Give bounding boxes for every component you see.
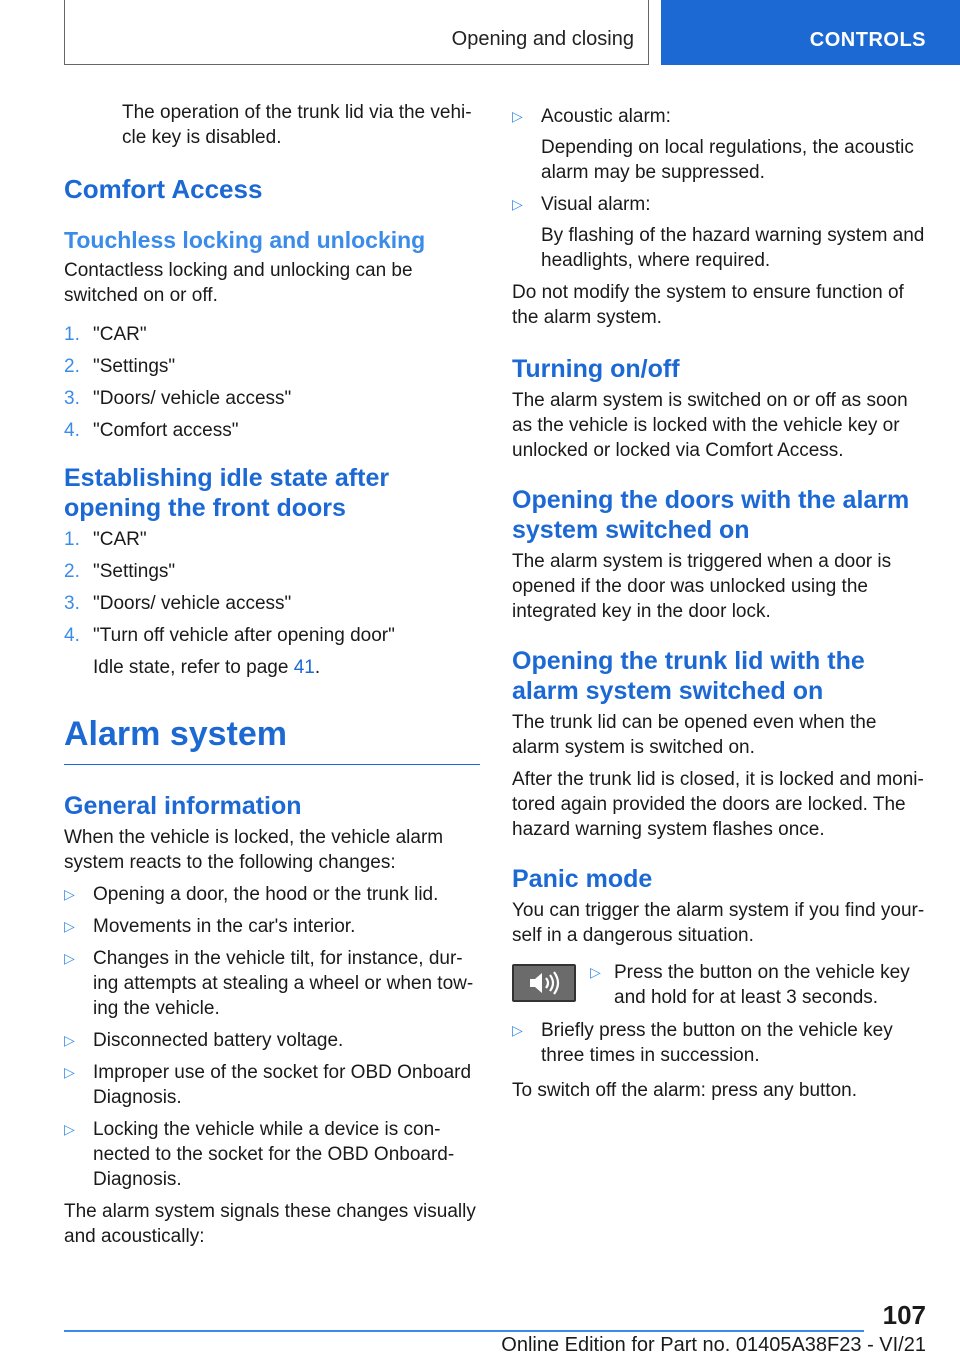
idle-state-reference: Idle state, refer to page 41. [93, 657, 321, 678]
list-item: 4. "Turn off vehicle after opening door" [64, 625, 395, 646]
header-section-box [64, 0, 649, 65]
list-item: ▷ Visual alarm: By flashing of the hazard warning system and headlights, where required. [512, 194, 925, 271]
turning-on-off-text: The alarm system is switched on or off as soon as the vehicle is locked with the vehicle key or unlocked or locked via Comfort Access. [512, 390, 908, 461]
left-column [64, 100, 480, 1249]
general-information-heading: General information [64, 792, 302, 820]
list-item: 3. "Doors/ vehicle access" [64, 388, 292, 409]
panic-brief-list [512, 1018, 928, 1068]
panic-press-row: ▷ Press the button on the vehicle key and hold for at least 3 seconds. [512, 960, 928, 1010]
page-number: 107 [882, 1300, 926, 1330]
idle-steps [64, 527, 480, 648]
header-chapter-tab[interactable] [661, 0, 960, 65]
list-item: ▷ Opening a door, the hood or the trunk lid. [64, 884, 439, 905]
triangle-bullet-icon: ▷ [64, 886, 75, 902]
touchless-steps [64, 322, 480, 443]
turning-on-off-heading: Turning on/off [512, 355, 680, 383]
triangle-bullet-icon: ▷ [64, 1121, 75, 1137]
do-not-modify-text: Do not modify the system to ensure function of the alarm system. [512, 282, 904, 328]
list-item: ▷ Improper use of the socket for OBD Onboard Diagnosis. [64, 1062, 472, 1108]
alarm-types-list [512, 104, 928, 273]
opening-trunk-text-2: After the trunk lid is closed, it is locked and moni-tored again provided the doors are locked. The hazard warning system flashes once. [512, 769, 924, 840]
list-item: 4. "Comfort access" [64, 420, 239, 441]
signals-text: The alarm system signals these changes visually and acoustically: [64, 1201, 476, 1247]
triangle-bullet-icon: ▷ [64, 950, 75, 966]
list-item: ▷ Acoustic alarm: Depending on local regulations, the acoustic alarm may be suppressed. [512, 106, 914, 183]
triangle-bullet-icon: ▷ [64, 1064, 75, 1080]
page-reference-link[interactable]: 41 [293, 657, 315, 678]
triangle-bullet-icon: ▷ [512, 196, 523, 212]
list-item: ▷ Briefly press the button on the vehicle key three times in succession. [512, 1020, 893, 1066]
triangle-bullet-icon: ▷ [512, 108, 523, 124]
list-item: ▷ Disconnected battery voltage. [64, 1030, 344, 1051]
triangle-bullet-icon: ▷ [512, 1022, 523, 1038]
list-item: ▷ Locking the vehicle while a device is con-nected to the socket for the OBD Onboard-Diagnosis. [64, 1119, 455, 1190]
list-item: 1. "CAR" [64, 324, 147, 345]
triangle-bullet-icon: ▷ [64, 1032, 75, 1048]
list-item: ▷ Changes in the vehicle tilt, for instance, dur-ing attempts at stealing a wheel or when tow-ing the vehicle. [64, 948, 474, 1019]
touchless-text: Contactless locking and unlocking can be switched on or off. [64, 260, 413, 306]
triangle-bullet-icon: ▷ [590, 964, 601, 980]
opening-doors-heading: Opening the doors with the alarm system switched on [512, 486, 910, 544]
touchless-heading: Touchless locking and unlocking [64, 227, 426, 253]
footer-divider [64, 1330, 864, 1332]
alarm-system-heading: Alarm system [64, 714, 480, 765]
list-item: 2. "Settings" [64, 561, 176, 582]
list-item: 2. "Settings" [64, 356, 176, 377]
triangle-bullet-icon: ▷ [64, 918, 75, 934]
header-section-title: Opening and closing [451, 28, 634, 50]
general-information-text: When the vehicle is locked, the vehicle alarm system reacts to the following changes: [64, 827, 444, 873]
trunk-lid-disabled-note: The operation of the trunk lid via the vehi-cle key is disabled. [122, 102, 472, 148]
opening-doors-text: The alarm system is triggered when a door is opened if the door was unlocked using the integrated key in the door lock. [512, 551, 892, 622]
list-item: 3. "Doors/ vehicle access" [64, 593, 292, 614]
right-column [512, 104, 928, 1103]
idle-state-heading: Establishing idle state after opening the front doors [64, 464, 390, 522]
opening-trunk-heading: Opening the trunk lid with the alarm system switched on [512, 647, 865, 705]
list-item: ▷ Movements in the car's interior. [64, 916, 356, 937]
panic-mode-text: You can trigger the alarm system if you find your-self in a dangerous situation. [512, 900, 925, 946]
list-item: 1. "CAR" [64, 529, 147, 550]
opening-trunk-text-1: The trunk lid can be opened even when the alarm system is switched on. [512, 712, 877, 758]
comfort-access-heading: Comfort Access [64, 174, 263, 204]
header-chapter-title: CONTROLS [809, 29, 926, 51]
alarm-triggers-list [64, 882, 480, 1192]
switch-off-text: To switch off the alarm: press any button. [512, 1080, 857, 1101]
panic-mode-heading: Panic mode [512, 865, 653, 893]
footer-edition: Online Edition for Part no. 01405A38F23 - VI/21 [501, 1334, 926, 1356]
speaker-icon [512, 964, 576, 1002]
